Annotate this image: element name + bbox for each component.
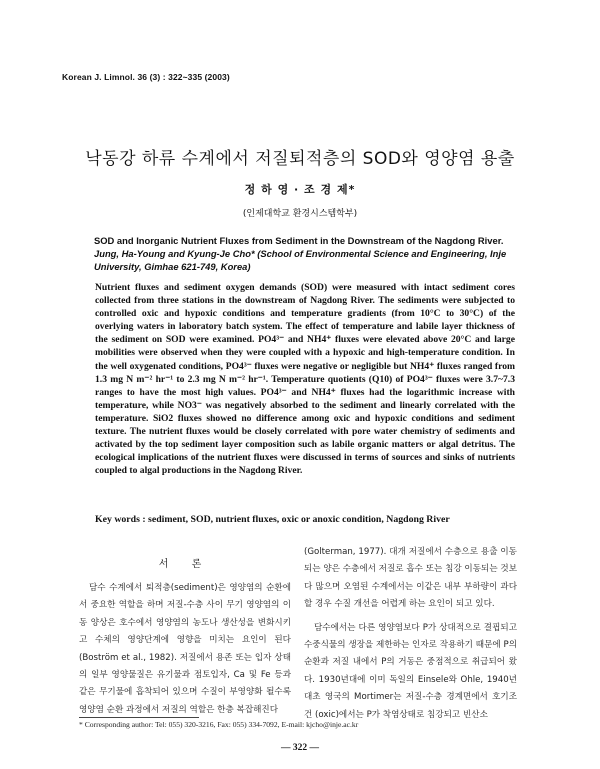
left-column [79,580,291,719]
paragraph: (Golterman, 1977). 대개 저질에서 수층으로 용출 이동되는 양은 수층에서 저질로 흡수 또는 침강 이동되는 것보다 많으며 오염된 수계에서는 이같은 내부 부하량이 과다할 경우 수질 개선을 어렵게 하는 요인이 되고 있다. [304,547,517,610]
page-title: 낙동강 하류 수계에서 저질퇴적층의 SOD와 영양염 용출 [85,149,515,169]
paragraph: 담수 수계에서 퇴적층(sediment)은 영양염의 순환에서 중요한 역할을 하며 저질-수층 사이 무기 영양염의 이동 양상은 호수에서 영양염의 농도나 생산성을 변화시키고 수체의 영양단계에 영향을 미치는 요인이 된다 (Boström et al., 1982). 저질에서 용존 또는 입자 상태의 일부 영양물질은 유기물과 점토입자, Ca 및 Fe 등과 같은 무기물에 흡착되어 있으며 수질이 부영양화 될수록 영양염 순환 과정에서 저질의 역할은 한층 복잡해진다 [79,583,291,715]
right-column [304,544,517,724]
keywords: Key words : sediment, SOD, nutrient fluxes, oxic or anoxic condition, Nagdong River [95,514,450,525]
footnote: * Corresponding author: Tel: 055) 320-3216, Fax: 055) 334-7092, E-mail: kjcho@inje.ac.kr [79,720,359,729]
affiliation-korean: (인제대학교 환경시스템학부) [242,209,358,219]
journal-header: Korean J. Limnol. 36 (3) : 322~335 (2003) [62,72,230,82]
page-number: — 322 — [281,743,319,753]
paragraph: 담수에서는 다른 영양염보다 P가 상대적으로 결핍되고 수중식물의 생장을 제한하는 인자로 작용하기 때문에 P의 순환과 저질 내에서 P의 거동은 중점적으로 취급되어 왔다. 1930년대에 이미 독일의 Einsele와 Ohle, 1940년대초 영국의 Mortimer는 저질-수층 경계면에서 호기조건 (oxic)에서는 P가 착염상태로 침강되고 빈산소 [304,622,517,720]
authors-korean: 정 하 영 · 조 경 제* [244,183,356,196]
section-heading: 서 론 [158,559,212,570]
footnote-divider [79,717,199,718]
abstract: Nutrient fluxes and sediment oxygen demands (SOD) were measured with intact sediment cores collected from three stations in the downstream of Nagdong River. The sediments were subjected to controlled oxic and hypoxic conditions and temperature gradients (from 10°C to 30°C) of the overlying waters in laboratory batch system. The effect of temperature and labile layer thickness of the sediment on SOD were examined. PO4³⁻ and NH4⁺ fluxes were elevated above 20°C and large mobilities were observed when they were coupled with a hypoxic and high-temperature condition. In the well oxygenated conditions, PO4³⁻ fluxes were negative or negligible but NH4⁺ fluxes ranged from 1.3 mg N m⁻² hr⁻¹ to 2.3 mg N m⁻² hr⁻¹. Temperature quotients (Q10) of PO4³⁻ fluxes were 3.7~7.3 ranges to have the most high values. PO4³⁻ and NH4⁺ fluxes had the logarithmic increase with temperature, while NO3⁻ was negatively absorbed to the sediment and linearly correlated with the temperature. SiO2 fluxes showed no difference among oxic and hypoxic conditions and sediment texture. The nutrient fluxes would be closely correlated with pore water chemistry of sediments and activated by the top sediment layer composition such as labile organic matters or algal detritus. The ecological implications of the nutrient fluxes were discussed in terms of sources and sinks of nutrients coupled to algal productions in the Nagdong River. [95,282,515,477]
english-title-block [94,234,524,273]
english-authors: Jung, Ha-Young and Kyung-Je Cho* (School of Environmental Science and Engineering, Inje University, Gimhae 621-749, Korea) [94,248,507,272]
english-title: SOD and Inorganic Nutrient Fluxes from Sediment in the Downstream of the Nagdong River. [94,235,504,246]
